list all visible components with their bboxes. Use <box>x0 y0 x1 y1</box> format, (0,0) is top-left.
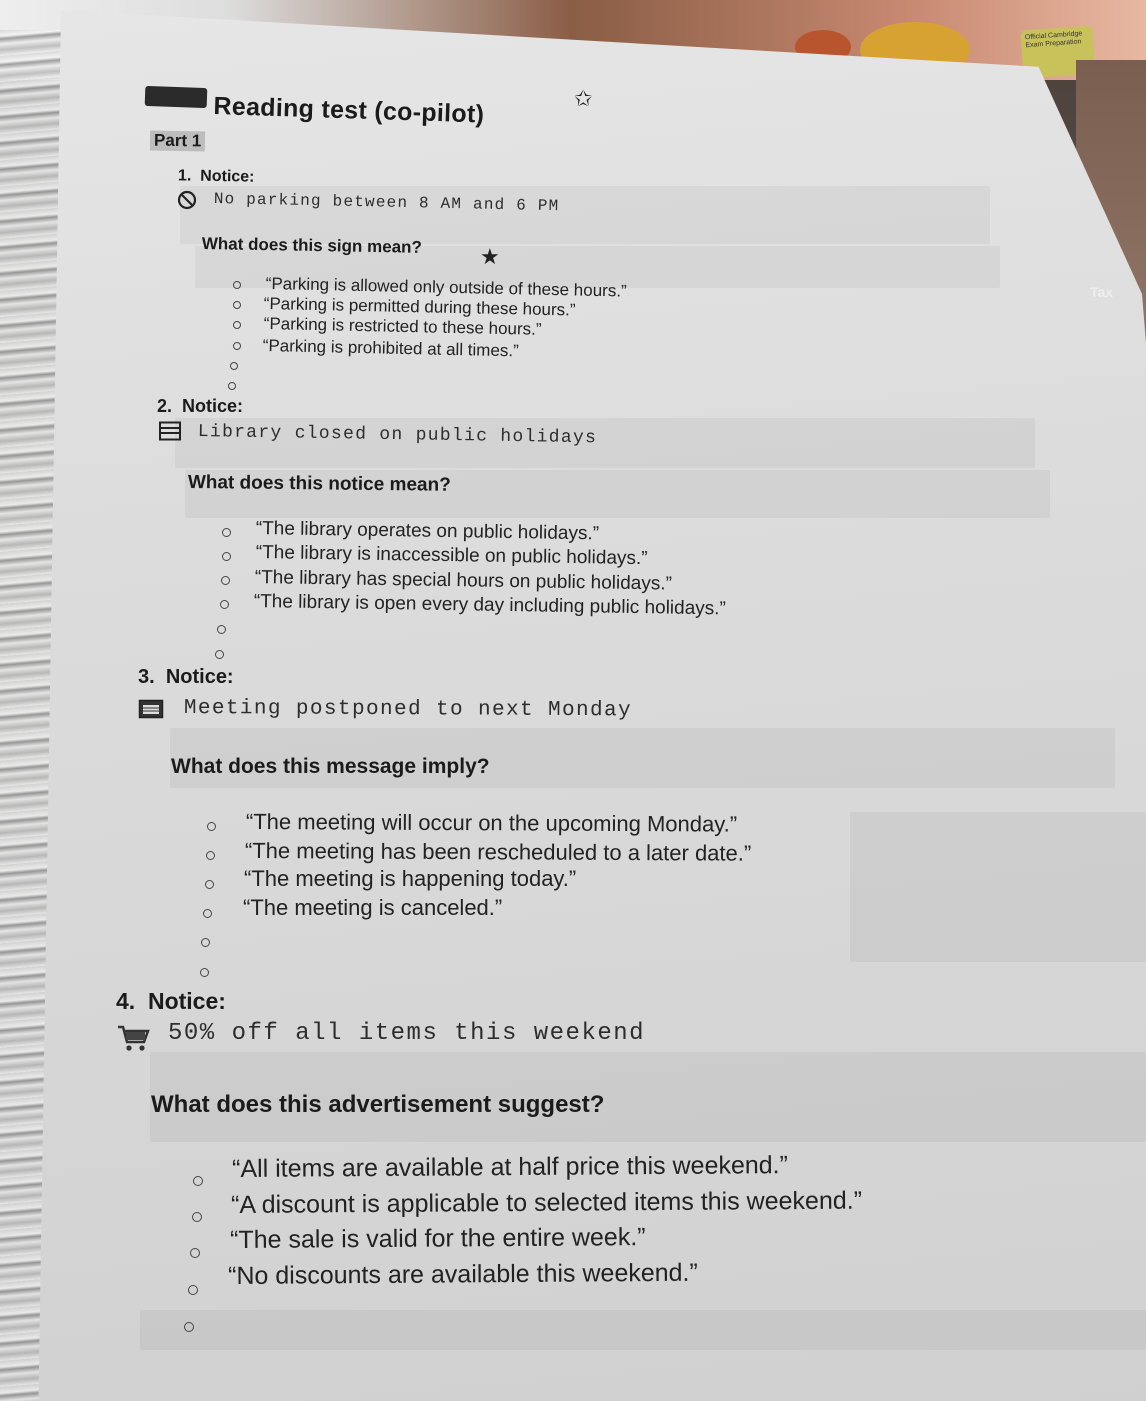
exam-logo: Official Cambridge Exam Preparation <box>1020 26 1095 79</box>
notice-4-text: 50% off all items this weekend <box>168 1020 646 1047</box>
option-3a[interactable]: “The meeting will occur on the upcoming Monday.” <box>245 809 738 837</box>
option-2b[interactable]: “The library is inaccessible on public holidays.” <box>255 542 648 570</box>
question-number: 1. <box>177 167 192 185</box>
option-radio[interactable] <box>233 342 241 350</box>
option-2c[interactable]: “The library has special hours on public holidays.” <box>254 567 673 595</box>
option-1c[interactable]: “Parking is restricted to these hours.” <box>263 314 542 339</box>
question-2-text: What does this notice mean? <box>187 472 451 496</box>
option-radio-empty[interactable] <box>200 968 209 977</box>
option-radio-empty[interactable] <box>215 650 224 659</box>
option-radio-empty[interactable] <box>230 362 238 370</box>
notice-2-text: Library closed on public holidays <box>197 422 598 449</box>
star-icon: ★ <box>480 244 500 269</box>
option-1b[interactable]: “Parking is permitted during these hours.” <box>263 294 576 320</box>
option-1a[interactable]: “Parking is allowed only outside of these hours.” <box>265 274 627 301</box>
option-2a[interactable]: “The library operates on public holidays.” <box>255 518 600 545</box>
option-4c[interactable]: “The sale is valid for the entire week.” <box>230 1223 646 1254</box>
no-symbol-icon <box>176 189 198 211</box>
option-3b[interactable]: “The meeting has been rescheduled to a later date.” <box>244 838 752 866</box>
option-radio[interactable] <box>233 301 241 309</box>
part-label: Part 1 <box>150 131 206 152</box>
option-radio[interactable] <box>233 281 241 289</box>
option-radio-empty[interactable] <box>201 938 210 947</box>
option-4d[interactable]: “No discounts are available this weekend.” <box>228 1258 698 1290</box>
option-radio-empty[interactable] <box>217 625 226 634</box>
option-radio[interactable] <box>193 1176 203 1186</box>
option-4b[interactable]: “A discount is applicable to selected items this weekend.” <box>231 1186 863 1219</box>
option-radio[interactable] <box>190 1248 200 1258</box>
band <box>850 812 1146 962</box>
option-1d[interactable]: “Parking is prohibited at all times.” <box>262 336 519 361</box>
option-radio[interactable] <box>220 600 229 609</box>
question-number: 4. <box>116 988 136 1014</box>
option-radio[interactable] <box>188 1285 198 1295</box>
notice-1-text: No parking between 8 AM and 6 PM <box>213 190 560 216</box>
question-4-header <box>116 988 226 1015</box>
option-radio-empty[interactable] <box>228 382 236 390</box>
option-radio[interactable] <box>233 321 241 329</box>
question-1-header <box>178 167 255 186</box>
option-3c[interactable]: “The meeting is happening today.” <box>244 866 577 891</box>
option-2d[interactable]: “The library is open every day including public holidays.” <box>253 591 727 620</box>
option-radio[interactable] <box>222 528 231 537</box>
question-number: 2. <box>157 396 173 416</box>
question-1-text: What does this sign mean? <box>201 234 423 257</box>
notice-label: Notice: <box>147 988 226 1014</box>
question-number: 3. <box>138 666 155 688</box>
option-radio[interactable] <box>203 909 212 918</box>
option-radio[interactable] <box>205 880 214 889</box>
option-3d[interactable]: “The meeting is canceled.” <box>243 895 503 920</box>
notice-label: Notice: <box>182 396 244 416</box>
option-radio[interactable] <box>206 851 215 860</box>
band <box>140 1310 1146 1350</box>
option-4a[interactable]: “All items are available at half price this weekend.” <box>232 1151 788 1183</box>
option-radio[interactable] <box>207 822 216 831</box>
option-radio[interactable] <box>222 552 231 561</box>
question-3-header <box>138 666 234 689</box>
question-3-text: What does this message imply? <box>171 755 490 778</box>
calendar-icon <box>138 699 164 719</box>
option-radio[interactable] <box>221 576 230 585</box>
notice-label: Notice: <box>200 167 255 186</box>
book-icon <box>158 421 182 441</box>
option-radio-empty[interactable] <box>184 1322 194 1332</box>
shopping-cart-icon <box>115 1022 151 1054</box>
page-title: Reading test (co-pilot) <box>213 92 485 129</box>
star-outline-icon: ✩ <box>574 86 593 111</box>
notice-3-text: Meeting postponed to next Monday <box>183 697 633 723</box>
question-4-text: What does this advertisement suggest? <box>151 1091 605 1118</box>
tax-sticker: Tax <box>1090 284 1114 300</box>
question-2-header <box>157 396 243 417</box>
notice-label: Notice: <box>165 666 234 688</box>
option-radio[interactable] <box>192 1212 202 1222</box>
logo-blot <box>145 86 208 108</box>
